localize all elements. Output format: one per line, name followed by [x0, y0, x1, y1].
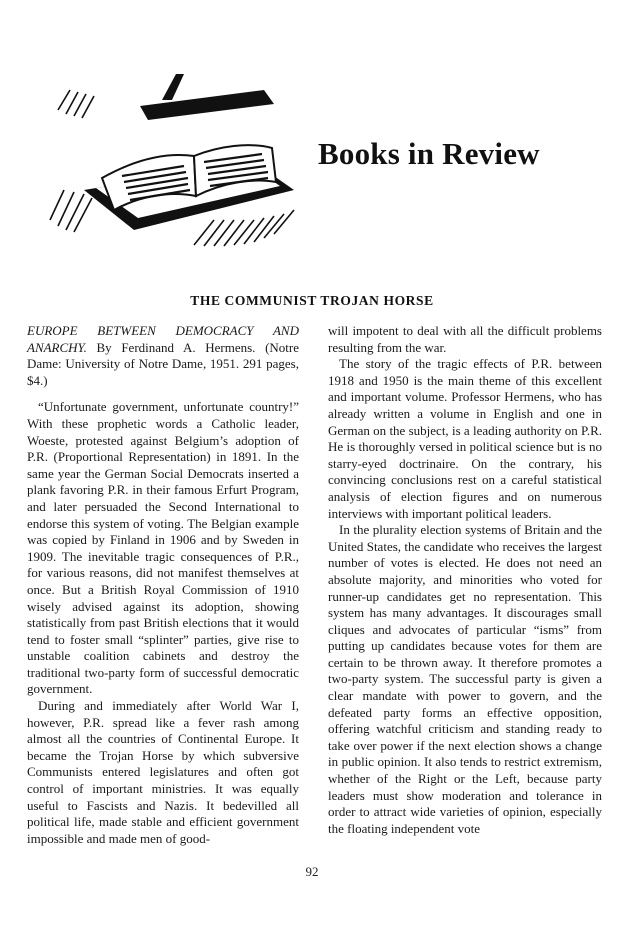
paragraph: will impotent to deal with all the difficult problems resulting from the war.: [328, 323, 602, 355]
paragraph: The story of the tragic effects of P.R. between 1918 and 1950 is the main theme of this excellent and important volume. Professor Hermens, who has already written a volume in English and one in German on the subject, is a leading authority on P.R. He is thoroughly versed in political science but is no starry-eyed doctrinaire. On the contrary, his convincing conclusions rest on a careful statistical analysis of election figures and on numerous interviews with important political leaders.: [328, 356, 602, 521]
paragraph: “Unfortunate government, unfortunate country!” With these prophetic words a Catholic leader, Woeste, protested against Belgium’s adoption of P.R. (Proportional Representation) in 1891. In the same year the German Social Democrats inserted a plank favoring P.R. in their famous Erfurt Program, and later persuaded the Second International to endorse this system of voting. The Belgian example was copied by Finland in 1906 and by Sweden in 1909. The inevitable tragic consequences of P.R., for various reasons, did not manifest themselves at once. But a British Royal Commission of 1910 wisely advised against its adoption, showing statistically from past British elections that it would tend to foster small “splinter” parties, give rise to unstable coalition cabinets and destroy the traditional two-party form of successful democratic government.: [27, 399, 299, 697]
open-book-with-lamp-illustration: [44, 70, 306, 250]
page-number: 92: [305, 864, 319, 879]
section-title: Books in Review: [318, 136, 540, 171]
paragraph: In the plurality election systems of Britain and the United States, the candidate who receives the largest number of votes is elected. He does not need an absolute majority, and minorities who voted for runner-up candidates get no representation. This system has many advantages. It discourages small cliques and advocates of particular “isms” from putting up candidates because votes for them are certain to be thrown away. It therefore promotes a two-party system. The successful party is given a clear mandate with power to govern, and the defeated party forms an effective opposition, offering watchful criticism and standing ready to take over power if the next election shows a change in public opinion. It also tends to restrict extremism, whether of the Right or the Left, because party leaders must show moderation and tolerance in order to attract wide varieties of opinion, especially the floating independent vote: [328, 522, 602, 836]
paragraph: During and immediately after World War I, however, P.R. spread like a fever rash among almost all the countries of Continental Europe. It became the Trojan Horse by which subversive Communists entered legislatures and often got control of important ministries. It was equally useful to Fascists and Nazis. It bedevilled all political life, made stable and efficient government impossible and made men of good-: [27, 698, 299, 846]
book-details: By Ferdinand A. Hermens. (Notre Dame: University of Notre Dame, 1951. 291 pages, $4.): [27, 339, 299, 388]
article-column-right: [328, 323, 602, 837]
book-citation: [27, 323, 299, 389]
article-title: THE COMMUNIST TROJAN HORSE: [190, 293, 434, 308]
book-title: EUROPE BETWEEN DEMOCRACY AND ANARCHY.: [27, 323, 299, 355]
article-column-left: [27, 323, 299, 847]
